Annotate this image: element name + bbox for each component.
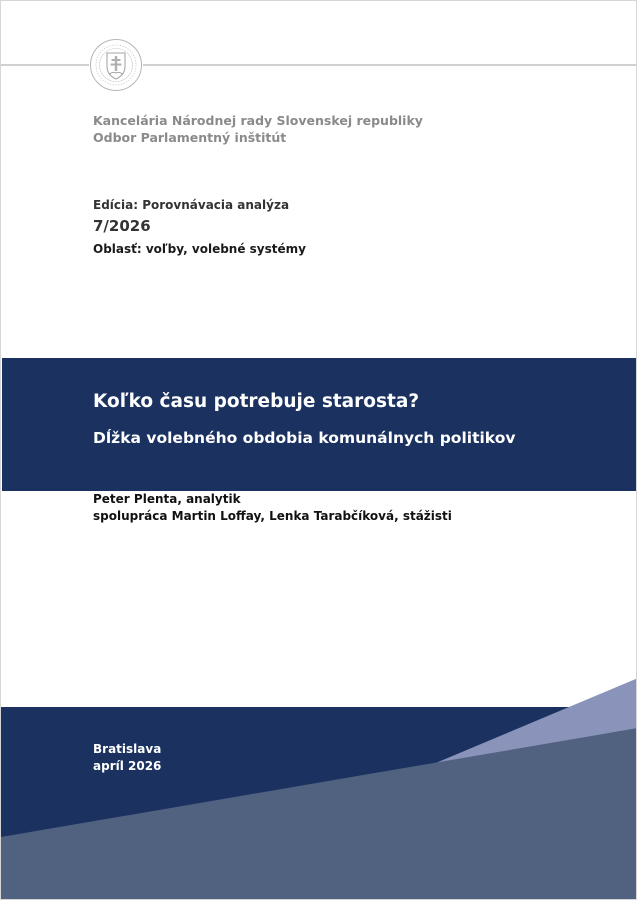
document-title: Koľko času potrebuje starosta? — [93, 391, 420, 412]
institution-name: Kancelária Národnej rady Slovenskej republiky — [93, 113, 423, 128]
authors-block — [93, 491, 452, 525]
subject-area: Oblasť: voľby, volebné systémy — [93, 242, 306, 256]
edition-label: Edícia: Porovnávacia analýza — [93, 198, 290, 212]
title-band — [2, 358, 636, 491]
publication-number: 7/2026 — [93, 217, 151, 235]
department-name: Odbor Parlamentný inštitút — [93, 130, 287, 145]
coat-of-arms-seal-icon — [89, 38, 143, 92]
document-subtitle: Dĺžka volebného obdobia komunálnych politikov — [93, 429, 516, 447]
collaborators-line: spolupráca Martin Loffay, Lenka Tarabčíková, stážisti — [93, 509, 452, 523]
place-date-block — [93, 741, 161, 775]
institution-block — [93, 112, 423, 146]
author-line: Peter Plenta, analytik — [93, 492, 241, 506]
publication-date: apríl 2026 — [93, 759, 162, 773]
footer-decoration — [1, 678, 637, 900]
publication-city: Bratislava — [93, 742, 162, 756]
